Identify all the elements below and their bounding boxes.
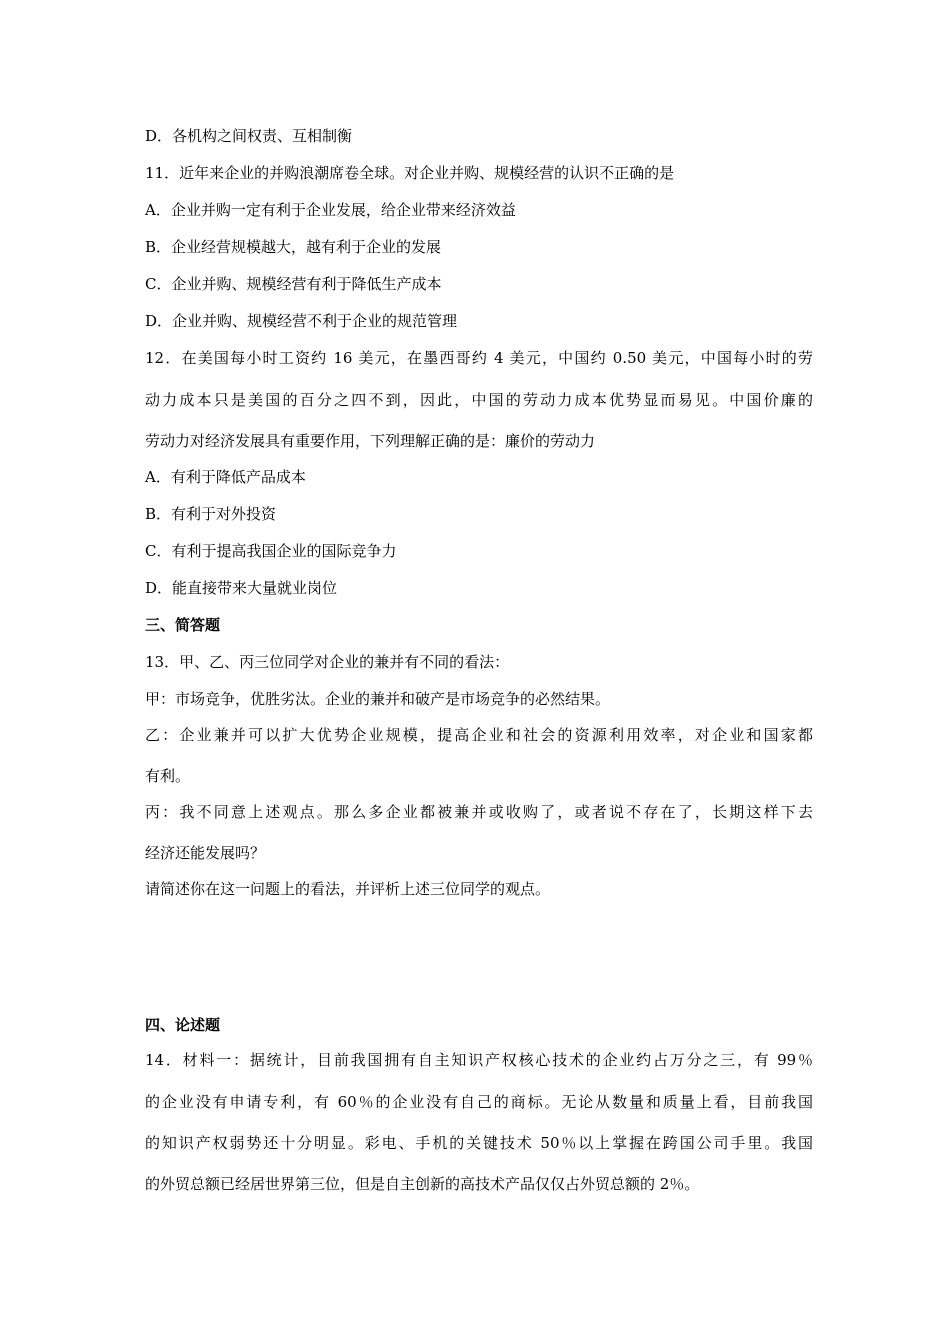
- question-14-text: 的外贸总额已经居世界第三位，但是自主创新的高技术产品仅仅占外贸总额的 2％。: [145, 1175, 700, 1193]
- opinion-line: 甲：市场竞争，优胜劣汰。企业的兼并和破产是市场竞争的必然结果。: [145, 690, 611, 708]
- question-14-text: 14．材料一：据统计，目前我国拥有自主知识产权核心技术的企业约占万分之三，有 99％: [145, 1051, 813, 1069]
- opinion-line: 丙：我不同意上述观点。那么多企业都被兼并或收购了，或者说不存在了，长期这样下去: [145, 803, 813, 821]
- option-line: B．有利于对外投资: [145, 505, 277, 523]
- question-13-text: 13．甲、乙、丙三位同学对企业的兼并有不同的看法：: [145, 653, 510, 671]
- section-heading: 四、论述题: [145, 1016, 221, 1034]
- instruction-line: 请简述你在这一问题上的看法，并评析上述三位同学的观点。: [145, 880, 551, 898]
- section-heading: 三、简答题: [145, 616, 221, 634]
- question-12-text: 12．在美国每小时工资约 16 美元，在墨西哥约 4 美元，中国约 0.50 美元，中国每小时的劳: [145, 349, 813, 367]
- option-line: B．企业经营规模越大，越有利于企业的发展: [145, 238, 442, 256]
- question-14-text: 的知识产权弱势还十分明显。彩电、手机的关键技术 50％以上掌握在跨国公司手里。我国: [145, 1134, 813, 1152]
- option-line: C．企业并购、规模经营有利于降低生产成本: [145, 275, 442, 293]
- option-line: C．有利于提高我国企业的国际竞争力: [145, 542, 397, 560]
- question-11-text: 11．近年来企业的并购浪潮席卷全球。对企业并购、规模经营的认识不正确的是: [145, 164, 675, 182]
- option-line: D．企业并购、规模经营不利于企业的规范管理: [145, 312, 458, 330]
- opinion-line: 乙：企业兼并可以扩大优势企业规模，提高企业和社会的资源利用效率，对企业和国家都: [145, 726, 813, 744]
- option-line: D．能直接带来大量就业岗位: [145, 579, 338, 597]
- question-12-text: 劳动力对经济发展具有重要作用，下列理解正确的是：廉价的劳动力: [145, 432, 596, 450]
- option-line: A．有利于降低产品成本: [145, 468, 306, 486]
- option-line: A．企业并购一定有利于企业发展，给企业带来经济效益: [145, 201, 516, 219]
- opinion-line: 有利。: [145, 767, 191, 785]
- option-line: D．各机构之间权责、互相制衡: [145, 127, 353, 145]
- question-14-text: 的企业没有申请专利，有 60％的企业没有自己的商标。无论从数量和质量上看，目前我国: [145, 1093, 813, 1111]
- opinion-line: 经济还能发展吗？: [145, 844, 266, 862]
- question-12-text: 动力成本只是美国的百分之四不到，因此，中国的劳动力成本优势显而易见。中国价廉的: [145, 391, 813, 409]
